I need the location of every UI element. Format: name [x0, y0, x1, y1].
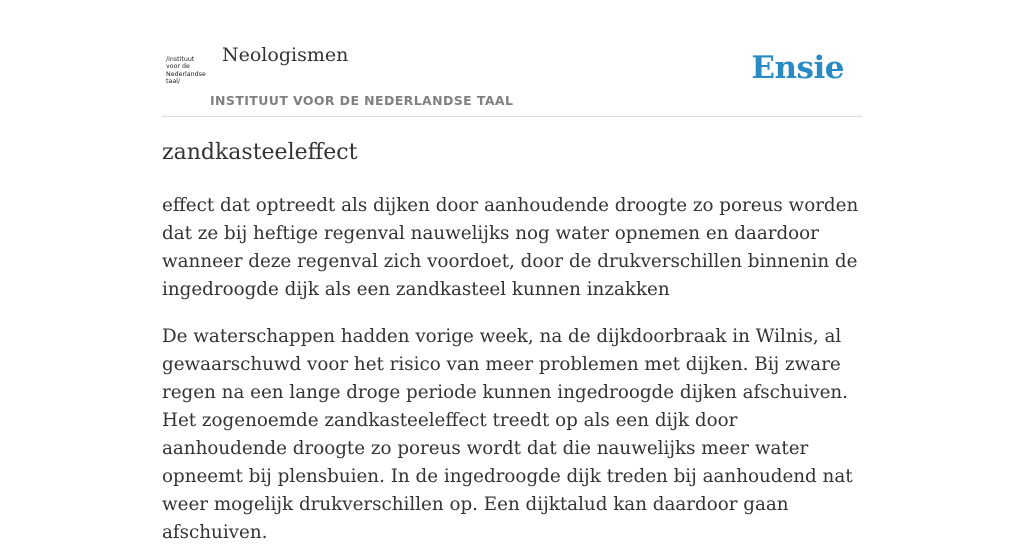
logo-line: taal/: [166, 78, 181, 86]
ivdnt-logo[interactable]: [166, 56, 208, 86]
logo-line: Nederlandse: [166, 70, 206, 78]
header: [162, 0, 862, 117]
site-title-link[interactable]: Neologismen: [222, 44, 349, 66]
logo-line: /instituut: [166, 56, 195, 63]
headword: zandkasteeleffect: [162, 140, 358, 165]
definition-text: effect dat optreedt als dijken door aanhoudende droogte zo poreus worden dat ze bij heftige regenval nauwelijks nog water opnemen en daardoor wanneer deze regenval zich voordoet, door de drukverschillen binnenin de ingedroogde dijk als een zandkasteel kunnen inzakken: [162, 195, 859, 300]
content-container: [162, 0, 862, 543]
institute-name: INSTITUUT VOOR DE NEDERLANDSE TAAL: [210, 93, 514, 108]
logo-line: voor de: [166, 63, 190, 71]
ensie-brand-logo[interactable]: Ensie: [751, 50, 844, 86]
example-text: De waterschappen hadden vorige week, na de dijkdoorbraak in Wilnis, al gewaarschuwd voor het risico van meer problemen met dijken. Bij zware regen na een lange droge periode kunnen ingedroogde dijken afschuiven. Het zogenoemde zandkasteeleffect treedt op als een dijk door aanhoudende droogte zo poreus wordt dat die nauwelijks meer water opneemt bij plensbuien. In de ingedroogde dijk treden bij aanhoudend nat weer mogelijk drukverschillen op. Een dijktalud kan daardoor gaan afschuiven.: [162, 326, 853, 543]
